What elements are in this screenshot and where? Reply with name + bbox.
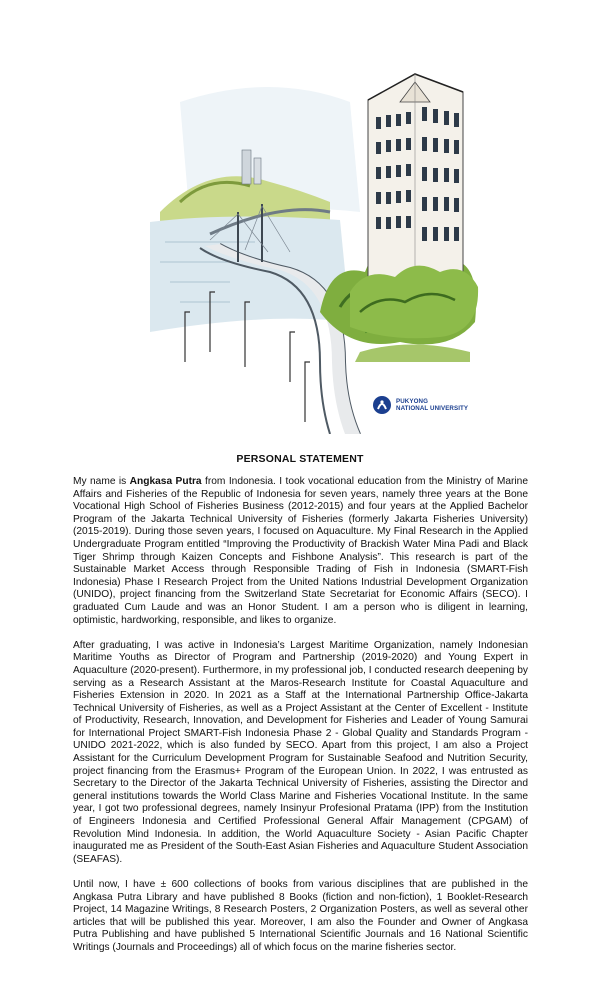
author-name: Angkasa Putra <box>129 476 202 487</box>
paragraph-2: After graduating, I was active in Indonesia’s Largest Maritime Organization, namely Indonesian Maritime Youths as Director of Program and Partnership (2019-2020) and Young Expert in Aquaculture (2020-present). Furthermore, in my professional job, I conducted research deepening by serving as a Research Assistant at the Maros-Research Institute for Coastal Aquaculture and Fisheries Extension in 2020. In 2021 as a Staff at the International Partnership Office-Jakarta Technical University of Fisheries, as well as a Project Assistant at the Center of Excellent - Institute of Productivity, Research, Innovation, and Development for Fisheries and Leader of Young Samurai for International Project SMART-Fish Indonesia Phase 2 - Global Quality and Standards Program - UNIDO 2021-2022, which is also funded by SECO. Apart from this project, I am also a Project Assistant for the Curriculum Development Program for Sustainable Seafood and Nutrition Security, project financing from the Erasmus+ Program of the European Union. In 2022, I was entrusted as Secretary to the Director of the Jakarta Technical University of Fisheries, assisting the Director and general institutions towards the World Class Marine and Fisheries Vocational Institute. In the same year, I got two professional degrees, namely Insinyur Profesional Pratama (IPP) from the Institution of Engineers Indonesia and Certified Professional General Affair Management (CPGAM) of Revolution Mind Indonesia. In addition, the World Aquaculture Society - Asian Pacific Chapter inaugurated me as President of the South-East Asian Fisheries and Aquaculture Student Association (SEAFAS). <box>73 639 528 865</box>
paragraph-3: Until now, I have ± 600 collections of books from various disciplines that are published in the Angkasa Putra Library and have published 8 Books (fiction and non-fiction), 1 Booklet-Research Project, 14 Magazine Writings, 8 Research Posters, 2 Organization Posters, as well as several other articles that will be published this year. Moreover, I am also the Founder and Owner of Angkasa Putra Publishing and have published 5 International Scientific Journals and 16 National Scientific Writings (Journals and Proceedings) all of which focus on the marine fisheries sector. <box>73 879 528 953</box>
university-logo <box>372 395 468 415</box>
university-name-line2: NATIONAL UNIVERSITY <box>396 405 469 412</box>
statement-body <box>73 476 528 967</box>
p1-body: from Indonesia. I took vocational education from the Ministry of Marine Affairs and Fisheries of the Republic of Indonesia for seven years, namely three years at the Bone Vocational High School of Fisheries Business (2012-2015) and four years at the Applied Bachelor Program of the Jakarta Technical University of Fisheries (formerly Jakarta Fisheries University) (2015-2019). During those seven years, I focused on Aquaculture. My Final Research in the Applied Undergraduate Program entitled “Improving the Productivity of Brackish Water Mina Padi and Black Tiger Shrimp through Kaizen Concepts and Fishbone Analysis”. This research is part of the Sustainable Market Access through Responsible Trading of Fish in Indonesia (SMART-Fish Indonesia) Phase I Research Project from the United Nations Industrial Development Organization (UNIDO), project financing from the Switzerland State Secretariat for Economic Affairs (SECO). I graduated Cum Laude and was an Honor Student. I am a person who is diligent in learning, optimistic, hardworking, responsible, and likes to organize. <box>73 476 528 626</box>
campus-illustration <box>150 62 480 434</box>
p1-intro: My name is <box>73 476 130 487</box>
university-name <box>396 398 468 412</box>
page-title: PERSONAL STATEMENT <box>236 453 364 465</box>
university-emblem-icon <box>372 395 392 415</box>
water <box>150 216 350 332</box>
paragraph-1 <box>73 476 528 627</box>
university-name-line1: PUKYONG <box>396 398 428 405</box>
